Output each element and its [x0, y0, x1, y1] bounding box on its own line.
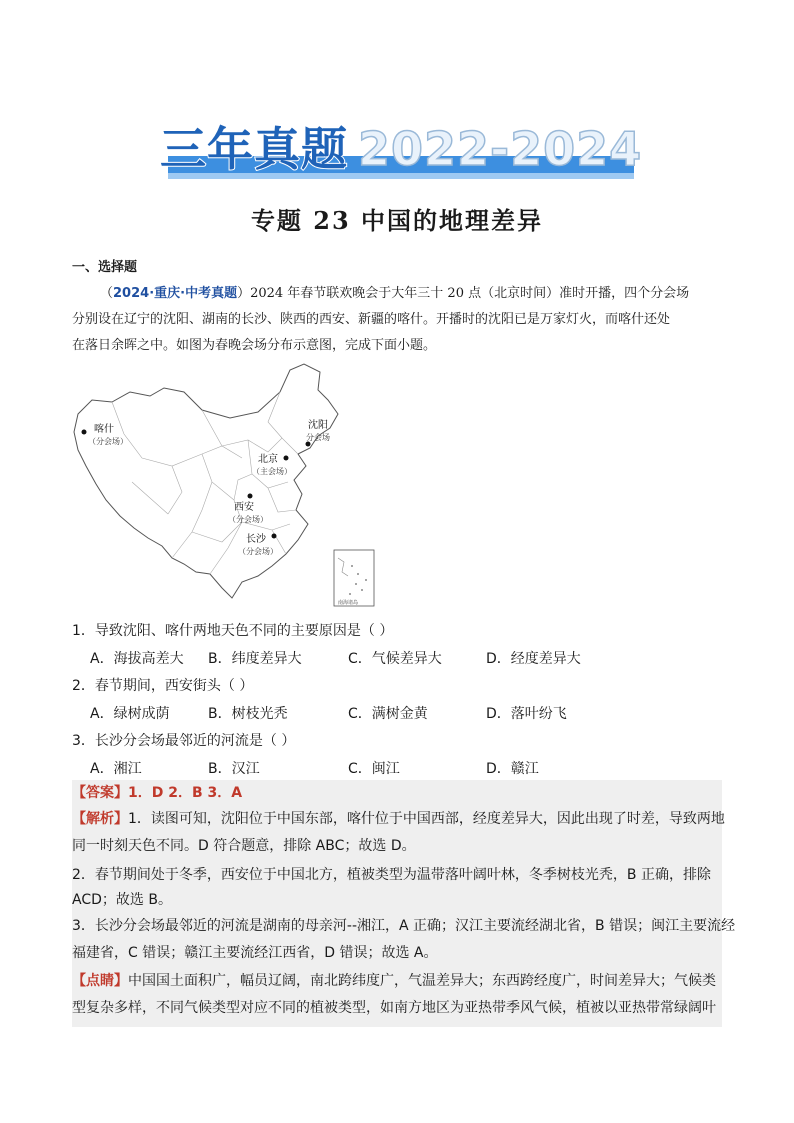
q1-option-d: D．经度差异大: [486, 651, 581, 667]
shenyang-label: 沈阳: [308, 420, 328, 431]
intro-open: （: [100, 286, 114, 301]
question-2: 2．春节期间，西安街头（ ）: [72, 678, 254, 694]
section-heading: 一、选择题: [72, 260, 138, 275]
q2-option-b: B．树枝光秃: [208, 706, 288, 722]
xian-label: 西安: [234, 502, 254, 513]
xian-marker: [248, 494, 253, 499]
answer-line: [72, 783, 724, 803]
tip-line-1: [72, 971, 724, 991]
beijing-label: 北京: [258, 454, 278, 465]
analysis-line-6: 福建省，C 错误；赣江主要流经江西省，D 错误；故选 A。: [72, 945, 438, 961]
analysis-line-4: ACD；故选 B。: [72, 892, 172, 908]
q3-option-d: D．赣江: [486, 761, 539, 777]
changsha-sub: （分会场）: [238, 547, 278, 556]
kashgar-marker: [82, 430, 87, 435]
analysis-text-1: 1．读图可知，沈阳位于中国东部，喀什位于中国西部，经度差异大，因此出现了时差，导致两地: [128, 811, 725, 827]
banner-part1: 三年真题: [160, 122, 348, 176]
beijing-sub: （主会场）: [252, 467, 292, 476]
document-title: 专题 23 中国的地理差异: [250, 206, 544, 235]
beijing-marker: [284, 456, 289, 461]
question-3: 3．长沙分会场最邻近的河流是（ ）: [72, 733, 296, 749]
tip-tag: 【点睛】: [72, 973, 128, 989]
q3-option-c: C．闽江: [348, 761, 400, 777]
answer-tag: 【答案】: [72, 785, 128, 801]
question-1: 1．导致沈阳、喀什两地天色不同的主要原因是（ ）: [72, 623, 394, 639]
answer-text: 1．D 2．B 3．A: [128, 785, 243, 801]
analysis-line-3: 2．春节期间处于冬季，西安位于中国北方，植被类型为温带落叶阔叶林，冬季树枝光秃，B 正确，排除: [72, 867, 711, 883]
q2-option-a: A．绿树成荫: [90, 706, 170, 722]
title-banner: [160, 116, 643, 182]
kashgar-sub: （分会场）: [88, 437, 128, 446]
analysis-tag: 【解析】: [72, 811, 128, 827]
q3-option-a: A．湘江: [90, 761, 142, 777]
tip-line-2: 型复杂多样，不同气候类型对应不同的植被类型，如南方地区为亚热带季风气候，植被以亚热带常绿阔叶: [72, 1000, 716, 1016]
question-source: 2024·重庆·中考真题: [113, 286, 238, 301]
shenyang-sub: 分会场: [306, 433, 330, 442]
xian-sub: （分会场）: [228, 515, 268, 524]
intro-line1-rest: ）2024 年春节联欢晚会于大年三十 20 点（北京时间）准时开播，四个分会场: [237, 286, 690, 301]
inset-box: [334, 550, 374, 606]
banner-text: [160, 116, 642, 193]
shenyang-marker: [306, 442, 311, 447]
changsha-label: 长沙: [246, 534, 266, 545]
q1-option-c: C．气候差异大: [348, 651, 442, 667]
q1-option-a: A．海拔高差大: [90, 651, 184, 667]
intro-line-2: 分别设在辽宁的沈阳、湖南的长沙、陕西的西安、新疆的喀什。开播时的沈阳已是万家灯火，而喀什还处: [72, 312, 671, 327]
intro-line-1: [72, 281, 722, 307]
q1-option-b: B．纬度差异大: [208, 651, 302, 667]
q2-option-d: D．落叶纷飞: [486, 706, 567, 722]
china-map: [72, 362, 382, 610]
china-outline: [74, 364, 338, 598]
kashgar-label: 喀什: [94, 424, 114, 435]
banner-part2: 2022-2024: [358, 122, 643, 176]
q3-option-b: B．汉江: [208, 761, 260, 777]
inset-label: 南海诸岛: [338, 600, 359, 606]
analysis-line-2: 同一时刻天色不同。D 符合题意，排除 ABC；故选 D。: [72, 838, 416, 854]
q2-option-c: C．满树金黄: [348, 706, 428, 722]
tip-text-1: 中国国土面积广，幅员辽阔，南北跨纬度广，气温差异大；东西跨经度广，时间差异大；气候类: [128, 973, 716, 989]
analysis-line-1: [72, 809, 724, 829]
analysis-line-5: 3．长沙分会场最邻近的河流是湖南的母亲河--湘江，A 正确；汉江主要流经湖北省，B 错误；闽江主要流经: [72, 918, 736, 934]
changsha-marker: [272, 534, 277, 539]
intro-line-3: 在落日余晖之中。如图为春晚会场分布示意图，完成下面小题。: [72, 338, 437, 353]
